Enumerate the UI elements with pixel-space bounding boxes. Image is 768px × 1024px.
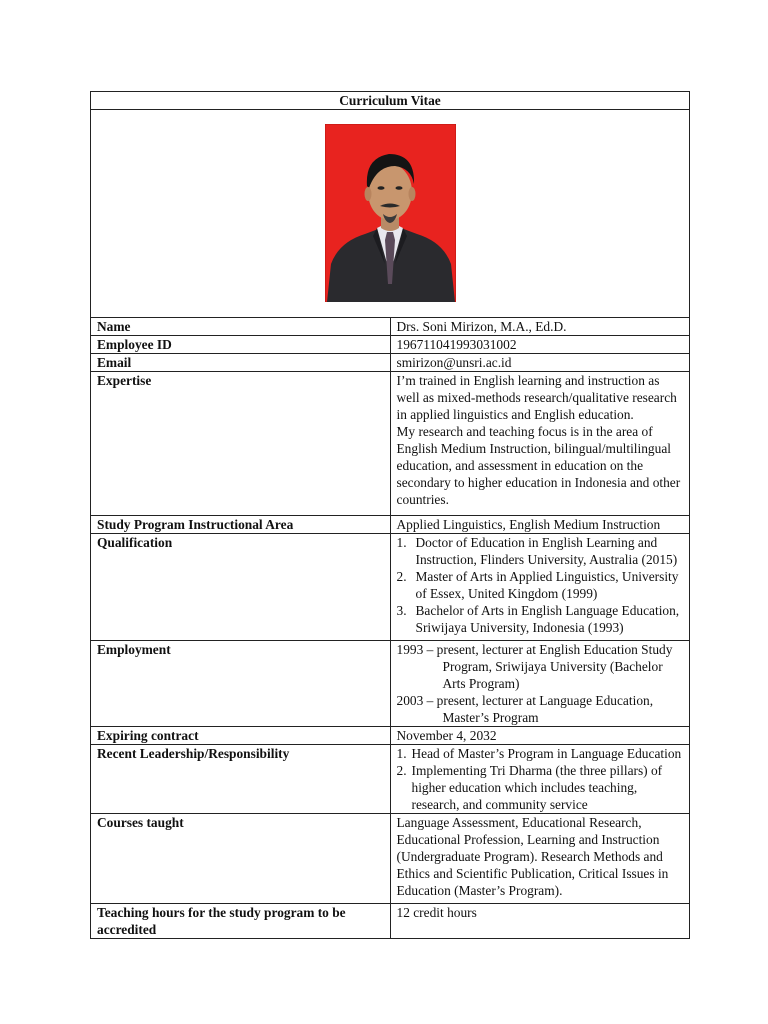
row-teaching-hours [91, 904, 690, 939]
employment-item: 1993 – present, lecturer at English Education Study Program, Sriwijaya University (Bachelor Arts Program) [396, 642, 673, 691]
contract-value: November 4, 2032 [390, 727, 690, 745]
leadership-list [397, 745, 684, 813]
employment-label: Employment [91, 641, 391, 727]
employee-id-label: Employee ID [91, 336, 391, 354]
list-number: 2. [396, 569, 407, 584]
study-program-value: Applied Linguistics, English Medium Instruction [390, 516, 690, 534]
list-text: Doctor of Education in English Learning and Instruction, Flinders University, Australia (2015) [415, 535, 678, 567]
courses-value: Language Assessment, Educational Research, Educational Profession, Learning and Instruction (Undergraduate Program). Research Methods and Ethics and Scientific Publication, Critical Issues in Education (Master’s Program). [390, 814, 690, 904]
list-text: Bachelor of Arts in English Language Education, Sriwijaya University, Indonesia (1993) [415, 603, 680, 635]
list-number: 3. [396, 603, 407, 618]
leadership-label: Recent Leadership/Responsibility [91, 745, 391, 814]
name-label: Name [91, 318, 391, 336]
list-text: Implementing Tri Dharma (the three pillars) of higher education which includes teaching, research, and community service [411, 763, 663, 812]
qualification-label: Qualification [91, 534, 391, 641]
leadership-value [390, 745, 690, 814]
row-qualification [91, 534, 690, 641]
row-email [91, 354, 690, 372]
expertise-value [390, 372, 690, 516]
expertise-paragraph-2: My research and teaching focus is in the area of English Medium Instruction, bilingual/multilingual education, and assessment in education on the secondary to higher education in Indonesia and other countries. [396, 424, 681, 507]
list-item [397, 762, 684, 813]
list-number: 2. [396, 763, 407, 778]
profile-photo [325, 124, 456, 302]
qualification-list [397, 534, 684, 636]
list-text: Master of Arts in Applied Linguistics, University of Essex, United Kingdom (1999) [415, 569, 679, 601]
row-contract [91, 727, 690, 745]
email-label: Email [91, 354, 391, 372]
employment-value [390, 641, 690, 727]
cv-table [90, 91, 690, 939]
employee-id-value: 196711041993031002 [390, 336, 690, 354]
row-employee-id [91, 336, 690, 354]
qualification-value [390, 534, 690, 641]
teaching-hours-value: 12 credit hours [390, 904, 690, 939]
row-employment [91, 641, 690, 727]
name-value: Drs. Soni Mirizon, M.A., Ed.D. [390, 318, 690, 336]
courses-label: Courses taught [91, 814, 391, 904]
list-item [397, 745, 684, 762]
row-name [91, 318, 690, 336]
email-value: smirizon@unsri.ac.id [390, 354, 690, 372]
employment-item: 2003 – present, lecturer at Language Education, Master’s Program [396, 693, 654, 725]
study-program-label: Study Program Instructional Area [91, 516, 391, 534]
expertise-label: Expertise [91, 372, 391, 516]
list-number: 1. [396, 746, 407, 761]
row-expertise [91, 372, 690, 516]
list-item [397, 534, 684, 568]
cv-title: Curriculum Vitae [91, 92, 690, 110]
photo-cell [91, 110, 690, 318]
list-item [397, 602, 684, 636]
expertise-paragraph-1: I’m trained in English learning and instruction as well as mixed-methods research/qualitative research in applied linguistics and English education. [396, 373, 677, 422]
row-courses [91, 814, 690, 904]
list-number: 1. [396, 535, 407, 550]
contract-label: Expiring contract [91, 727, 391, 745]
list-item [397, 568, 684, 602]
teaching-hours-label: Teaching hours for the study program to be accredited [91, 904, 391, 939]
row-leadership [91, 745, 690, 814]
list-text: Head of Master’s Program in Language Education [411, 746, 682, 761]
row-study-program [91, 516, 690, 534]
